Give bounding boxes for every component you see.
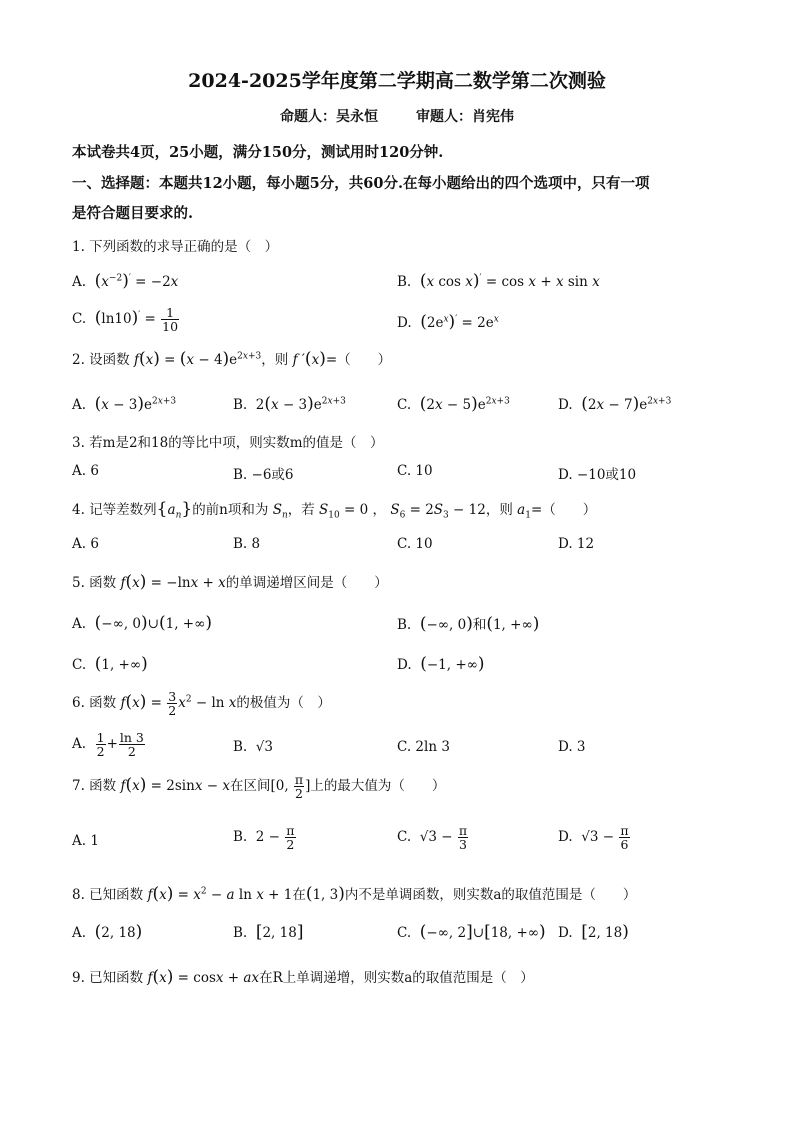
q3-option-b: B. −6或6: [233, 467, 294, 483]
reviewer: 审题人：肖宪伟: [416, 109, 514, 125]
q5-option-d: D. (−1, +∞): [397, 654, 485, 674]
question-1-stem: 1. 下列函数的求导正确的是（ ）: [72, 239, 279, 255]
question-9-stem: 9. 已知函数 f(x) = cosx + ax在R上单调递增，则实数a的取值范围是（ ）: [72, 967, 534, 987]
q7-option-c: C. √3 − $\frac{\pi}{3}$: [397, 823, 468, 853]
page-title: 2024-2025学年度第二学期高二数学第二次测验: [188, 70, 606, 92]
q1-option-a: A. $(x^{-2})' = -2x$: [72, 271, 179, 291]
exam-info: 本试卷共4页，25小题，满分150分，测试用时120分钟.: [72, 144, 444, 161]
q1-option-b: B. (x cos x)′ = cos x + x sin x: [397, 271, 600, 291]
setter: 命题人：吴永恒: [280, 109, 378, 125]
q4-option-a: A. 6: [72, 536, 99, 552]
q2-option-c: C. $(2x - 5)e^{2x+3}$: [397, 394, 510, 414]
question-7-stem: 7. 函数 f(x) = 2sinx − x在区间[0, $\frac{\pi}{2}$ ]上的最大值为（ ）: [72, 772, 446, 802]
q5-option-a: A. (−∞, 0)∪(1, +∞): [72, 613, 212, 633]
q5-option-b: B. (−∞, 0)和(1, +∞): [397, 614, 540, 634]
q7-option-d: D. √3 − $\frac{\pi}{6}$: [558, 823, 629, 853]
q8-option-a: A. (2, 18): [72, 922, 143, 942]
q6-option-a: A. $\frac{1}{2}$ + $\frac{\ln 3}{2}$: [72, 730, 144, 760]
q4-option-c: C. 10: [397, 536, 433, 552]
q8-option-b: B. [2, 18]: [233, 922, 304, 942]
q6-option-c: C. 2ln 3: [397, 739, 450, 755]
q3-option-d: D. −10或10: [558, 467, 637, 483]
q7-option-b: B. 2 − $\frac{\pi}{2}$: [233, 823, 295, 853]
q5-option-c: C. (1, +∞): [72, 654, 148, 674]
q4-option-b: B. 8: [233, 536, 261, 552]
question-6-stem: 6. 函数 f(x) = $\frac{3}{2}$ $x^2 - \ln x$的极值为（ ）: [72, 689, 331, 719]
q3-option-a: A. 6: [72, 463, 99, 479]
section-heading-line1: 一、选择题：本题共12小题，每小题5分，共60分.在每小题给出的四个选项中，只有一项: [72, 175, 650, 192]
q6-option-d: D. 3: [558, 739, 586, 755]
q2-option-a: A. $(x - 3)e^{2x+3}$: [72, 394, 177, 414]
q2-option-b: B. $2(x - 3)e^{2x+3}$: [233, 394, 346, 414]
question-8-stem: 8. 已知函数 $f(x) = x^2 - a$ ln x + 1在(1, 3)内不是单调函数，则实数a的取值范围是（ ）: [72, 884, 637, 904]
section-heading-line2: 是符合题目要求的.: [72, 205, 194, 222]
q1-option-d: D. $(2e^x)' = 2e^x$: [397, 312, 499, 332]
authors-line: [0, 106, 794, 126]
q8-option-d: D. [2, 18): [558, 922, 629, 942]
question-3-stem: 3. 若m是2和18的等比中项，则实数m的值是（ ）: [72, 435, 384, 451]
q1-option-c: C. (ln10)′ = $\frac{1}{10}$: [72, 305, 179, 335]
question-5-stem: 5. 函数 f(x) = −lnx + x的单调递增区间是（ ）: [72, 572, 388, 592]
q3-option-c: C. 10: [397, 463, 433, 479]
q2-option-d: D. $(2x - 7)e^{2x+3}$: [558, 394, 672, 414]
q4-option-d: D. 12: [558, 536, 595, 552]
q8-option-c: C. (−∞, 2]∪[18, +∞): [397, 922, 546, 942]
question-4-stem: 4. 记等差数列$\{a_n\}$的前n项和为 $S_n$，若 $S_{10} = 0$ ， $S_6 = 2S_3 - 12$，则 $a_1=$（ ）: [72, 499, 597, 521]
q7-option-a: A. 1: [72, 833, 99, 849]
q6-option-b: B. √3: [233, 739, 273, 755]
question-2-stem: 2. 设函数 $f(x) = (x - 4)e^{2x+3}$，则 f ′(x)=（ ）: [72, 349, 392, 369]
